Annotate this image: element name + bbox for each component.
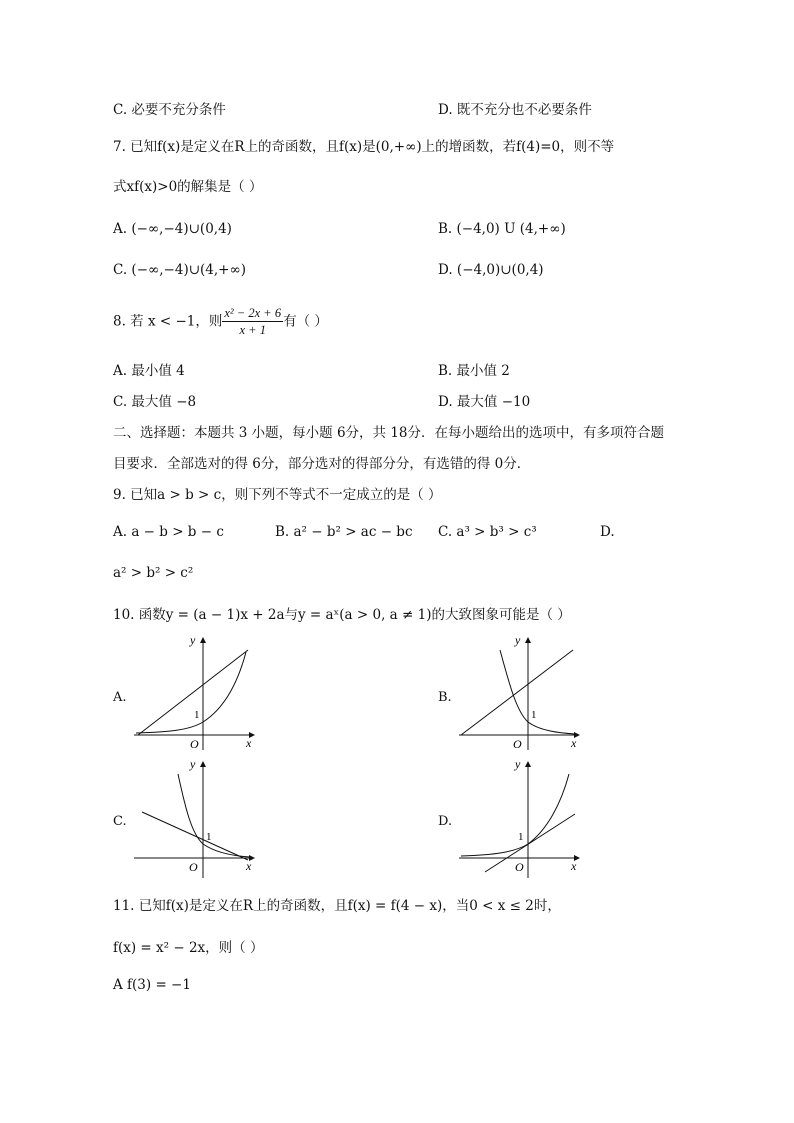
x-axis-label: x xyxy=(246,736,252,750)
q9-stem: 9. 已知a > b > c，则下列不等式不一定成立的是（ ） xyxy=(113,487,442,503)
q11-stem-line2: f(x) = x² − 2x，则（ ） xyxy=(113,940,264,956)
q7-stem-line1: 7. 已知f(x)是定义在R上的奇函数，且f(x)是(0,+∞)上的增函数，若f(4)=0，则不等 xyxy=(113,139,615,155)
exponential-graph xyxy=(500,650,575,734)
q8-option-c: C. 最大值 −8 xyxy=(113,394,197,410)
q9-option-b: B. a² − b² > ac − bc xyxy=(275,524,413,540)
q10-graph-a xyxy=(130,632,265,752)
section2-line2: 目要求．全部选对的得 6分，部分选对的得部分分，有选错的得 0分． xyxy=(113,456,531,472)
q10-graph-d xyxy=(455,756,590,881)
q10-label-a: A. xyxy=(113,690,127,705)
one-label: 1 xyxy=(518,831,524,843)
one-label: 1 xyxy=(531,709,537,721)
origin-label: O xyxy=(189,860,198,874)
q7-stem-line2: 式xf(x)>0的解集是（ ） xyxy=(113,179,263,195)
q10-stem: 10. 函数y = (a − 1)x + 2a与y = aˣ(a > 0, a ≠ 1)的大致图象可能是（ ） xyxy=(113,607,571,623)
q8-option-d: D. 最大值 −10 xyxy=(438,394,531,410)
one-label: 1 xyxy=(206,831,212,843)
q9-option-d: D. xyxy=(600,524,615,540)
x-axis-label: x xyxy=(571,736,577,750)
q7-option-d: D. (−4,0)∪(0,4) xyxy=(438,262,544,278)
q6-option-c: C. 必要不充分条件 xyxy=(113,102,226,118)
q10-graph-b xyxy=(455,632,590,752)
linear-graph xyxy=(142,812,248,860)
linear-graph xyxy=(461,650,573,735)
q10-label-b: B. xyxy=(438,690,452,705)
one-label: 1 xyxy=(194,709,200,721)
q11-option-a: A f(3) = −1 xyxy=(113,977,191,993)
y-axis-label: y xyxy=(190,757,196,771)
y-axis-label: y xyxy=(515,757,521,771)
origin-label: O xyxy=(190,737,199,751)
q9-option-a: A. a − b > b − c xyxy=(113,524,224,540)
q8-fraction-denominator: x + 1 xyxy=(239,323,266,337)
q10-graph-c xyxy=(130,756,265,881)
q8-fraction xyxy=(222,305,283,338)
q8-stem xyxy=(113,305,328,338)
q8-option-a: A. 最小值 4 xyxy=(113,363,185,379)
q11-stem-line1: 11. 已知f(x)是定义在R上的奇函数，且f(x) = f(4 − x)，当0 < x ≤ 2时， xyxy=(113,898,561,914)
q7-option-c: C. (−∞,−4)∪(4,+∞) xyxy=(113,262,246,278)
q6-option-d: D. 既不充分也不必要条件 xyxy=(438,102,592,118)
y-axis-label: y xyxy=(190,633,196,647)
q8-stem-post: 有（ ） xyxy=(283,313,328,330)
linear-graph xyxy=(138,650,248,735)
q7-option-b: B. (−4,0) U (4,+∞) xyxy=(438,221,566,237)
q8-fraction-numerator: x² − 2x + 6 xyxy=(224,306,282,320)
q8-stem-pre: 8. 若 x < −1，则 xyxy=(113,313,223,330)
q10-label-c: C. xyxy=(113,814,127,829)
x-axis-label: x xyxy=(571,859,577,873)
y-axis-label: y xyxy=(515,633,521,647)
q8-option-b: B. 最小值 2 xyxy=(438,363,510,379)
q7-option-a: A. (−∞,−4)∪(0,4) xyxy=(113,221,232,237)
q9-option-d-continued: a² > b² > c² xyxy=(113,565,194,581)
origin-label: O xyxy=(513,737,522,751)
x-axis-label: x xyxy=(246,859,252,873)
q9-option-c: C. a³ > b³ > c³ xyxy=(438,524,537,540)
section2-line1: 二、选择题：本题共 3 小题，每小题 6分，共 18分．在每小题给出的选项中，有多项符合题 xyxy=(113,425,665,441)
origin-label: O xyxy=(515,860,524,874)
q10-label-d: D. xyxy=(438,814,453,829)
exponential-graph xyxy=(461,774,569,856)
